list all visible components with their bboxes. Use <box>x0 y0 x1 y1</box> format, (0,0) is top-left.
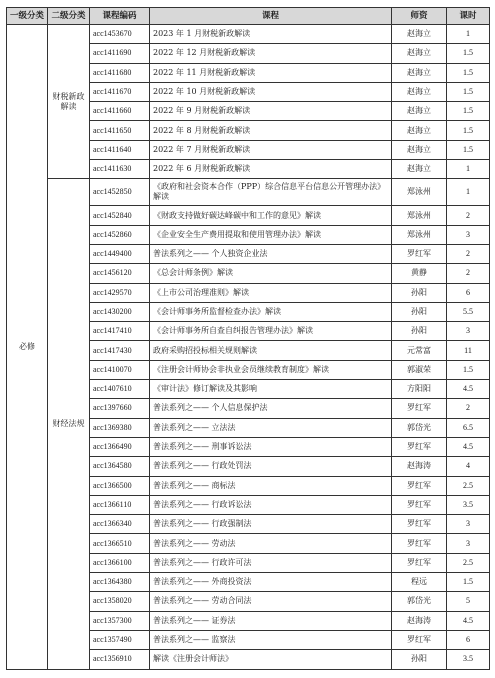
hours-cell: 1 <box>447 25 490 44</box>
teacher-cell: 赵海立 <box>392 63 447 82</box>
hours-cell: 6 <box>447 630 490 649</box>
course-code-cell: acc1453670 <box>90 25 150 44</box>
hours-cell: 2 <box>447 264 490 283</box>
teacher-cell: 罗红军 <box>392 399 447 418</box>
course-code-cell: acc1456120 <box>90 264 150 283</box>
course-code-cell: acc1357490 <box>90 630 150 649</box>
course-code-cell: acc1364580 <box>90 457 150 476</box>
teacher-cell: 罗红军 <box>392 476 447 495</box>
course-name-cell: 普法系列之—— 立法法 <box>150 418 392 437</box>
hours-cell: 2.5 <box>447 553 490 572</box>
teacher-cell: 赵海涛 <box>392 611 447 630</box>
teacher-cell: 郑泳州 <box>392 225 447 244</box>
course-name-cell: 2022 年 6 月财税新政解读 <box>150 160 392 179</box>
course-code-cell: acc1429570 <box>90 283 150 302</box>
header-hours: 课时 <box>447 8 490 25</box>
course-name-cell: 2022 年 11 月财税新政解读 <box>150 63 392 82</box>
course-code-cell: acc1452860 <box>90 225 150 244</box>
course-name-cell: 普法系列之—— 监察法 <box>150 630 392 649</box>
hours-cell: 2 <box>447 399 490 418</box>
teacher-cell: 罗红军 <box>392 534 447 553</box>
course-name-cell: 《上市公司治理准则》解读 <box>150 283 392 302</box>
table-row <box>7 179 490 206</box>
hours-cell: 1.5 <box>447 360 490 379</box>
hours-cell: 3 <box>447 225 490 244</box>
header-level1: 一级分类 <box>7 8 48 25</box>
course-code-cell: acc1366340 <box>90 515 150 534</box>
course-code-cell: acc1366100 <box>90 553 150 572</box>
hours-cell: 3 <box>447 322 490 341</box>
course-name-cell: 解读《注册会计师法》 <box>150 650 392 669</box>
course-name-cell: 《企业安全生产费用提取和使用管理办法》解读 <box>150 225 392 244</box>
header-teacher: 师资 <box>392 8 447 25</box>
course-code-cell: acc1366510 <box>90 534 150 553</box>
course-name-cell: 《会计师事务所自查自纠报告管理办法》解读 <box>150 322 392 341</box>
hours-cell: 2 <box>447 244 490 263</box>
hours-cell: 5.5 <box>447 302 490 321</box>
course-name-cell: 2022 年 12 月财税新政解读 <box>150 44 392 63</box>
teacher-cell: 黄静 <box>392 264 447 283</box>
course-code-cell: acc1417410 <box>90 322 150 341</box>
teacher-cell: 郭岱光 <box>392 592 447 611</box>
course-code-cell: acc1411670 <box>90 82 150 101</box>
teacher-cell: 赵海涛 <box>392 457 447 476</box>
course-name-cell: 普法系列之—— 证券法 <box>150 611 392 630</box>
teacher-cell: 郭岱光 <box>392 418 447 437</box>
teacher-cell: 程远 <box>392 573 447 592</box>
teacher-cell: 罗红军 <box>392 630 447 649</box>
header-row <box>7 8 490 25</box>
course-code-cell: acc1358020 <box>90 592 150 611</box>
course-code-cell: acc1411640 <box>90 140 150 159</box>
course-code-cell: acc1449400 <box>90 244 150 263</box>
hours-cell: 3 <box>447 534 490 553</box>
hours-cell: 1.5 <box>447 140 490 159</box>
course-name-cell: 《政府和社会资本合作（PPP）综合信息平台信息公开管理办法》解读 <box>150 179 392 206</box>
hours-cell: 3.5 <box>447 495 490 514</box>
table-row <box>7 25 490 44</box>
teacher-cell: 元常富 <box>392 341 447 360</box>
course-name-cell: 普法系列之—— 行政处罚法 <box>150 457 392 476</box>
course-name-cell: 2022 年 10 月财税新政解读 <box>150 82 392 101</box>
hours-cell: 1.5 <box>447 573 490 592</box>
hours-cell: 1.5 <box>447 44 490 63</box>
course-code-cell: acc1411660 <box>90 102 150 121</box>
teacher-cell: 郭淑荣 <box>392 360 447 379</box>
course-name-cell: 普法系列之—— 外商投资法 <box>150 573 392 592</box>
course-name-cell: 普法系列之—— 个人独资企业法 <box>150 244 392 263</box>
course-table <box>6 7 490 670</box>
course-name-cell: 普法系列之—— 行政诉讼法 <box>150 495 392 514</box>
teacher-cell: 郑泳州 <box>392 179 447 206</box>
teacher-cell: 赵海立 <box>392 82 447 101</box>
table-body <box>7 25 490 670</box>
course-name-cell: 2022 年 9 月财税新政解读 <box>150 102 392 121</box>
course-code-cell: acc1430200 <box>90 302 150 321</box>
level1-cell: 必修 <box>7 25 48 670</box>
hours-cell: 4.5 <box>447 611 490 630</box>
teacher-cell: 孙阳 <box>392 302 447 321</box>
course-name-cell: 《会计师事务所监督检查办法》解读 <box>150 302 392 321</box>
course-code-cell: acc1397660 <box>90 399 150 418</box>
course-name-cell: 2022 年 7 月财税新政解读 <box>150 140 392 159</box>
teacher-cell: 孙阳 <box>392 322 447 341</box>
teacher-cell: 方阳阳 <box>392 380 447 399</box>
course-code-cell: acc1411690 <box>90 44 150 63</box>
hours-cell: 3 <box>447 515 490 534</box>
course-name-cell: 普法系列之—— 行政强制法 <box>150 515 392 534</box>
course-name-cell: 2023 年 1 月财税新政解读 <box>150 25 392 44</box>
course-code-cell: acc1356910 <box>90 650 150 669</box>
hours-cell: 1.5 <box>447 102 490 121</box>
hours-cell: 1.5 <box>447 63 490 82</box>
teacher-cell: 赵海立 <box>392 140 447 159</box>
hours-cell: 6.5 <box>447 418 490 437</box>
course-name-cell: 普法系列之—— 个人信息保护法 <box>150 399 392 418</box>
hours-cell: 6 <box>447 283 490 302</box>
teacher-cell: 赵海立 <box>392 121 447 140</box>
course-name-cell: 普法系列之—— 行政许可法 <box>150 553 392 572</box>
course-code-cell: acc1411680 <box>90 63 150 82</box>
course-code-cell: acc1417430 <box>90 341 150 360</box>
course-code-cell: acc1452840 <box>90 206 150 225</box>
course-name-cell: 《审计法》修订解读及其影响 <box>150 380 392 399</box>
hours-cell: 1 <box>447 160 490 179</box>
hours-cell: 5 <box>447 592 490 611</box>
course-table-container <box>6 7 489 670</box>
teacher-cell: 赵海立 <box>392 160 447 179</box>
level2-cell: 财税新政解读 <box>48 25 90 179</box>
teacher-cell: 罗红军 <box>392 495 447 514</box>
hours-cell: 2.5 <box>447 476 490 495</box>
teacher-cell: 罗红军 <box>392 244 447 263</box>
teacher-cell: 赵海立 <box>392 102 447 121</box>
teacher-cell: 罗红军 <box>392 515 447 534</box>
teacher-cell: 赵海立 <box>392 44 447 63</box>
course-name-cell: 普法系列之—— 劳动法 <box>150 534 392 553</box>
teacher-cell: 郑泳州 <box>392 206 447 225</box>
course-name-cell: 普法系列之—— 刑事诉讼法 <box>150 437 392 456</box>
teacher-cell: 罗红军 <box>392 437 447 456</box>
teacher-cell: 罗红军 <box>392 553 447 572</box>
course-name-cell: 普法系列之—— 劳动合同法 <box>150 592 392 611</box>
course-name-cell: 《总会计师条例》解读 <box>150 264 392 283</box>
teacher-cell: 赵海立 <box>392 25 447 44</box>
course-name-cell: 《注册会计师协会非执业会员继续教育制度》解读 <box>150 360 392 379</box>
hours-cell: 4.5 <box>447 437 490 456</box>
header-code: 课程编码 <box>90 8 150 25</box>
level2-cell: 财经法规 <box>48 179 90 669</box>
hours-cell: 3.5 <box>447 650 490 669</box>
course-code-cell: acc1410070 <box>90 360 150 379</box>
course-code-cell: acc1411630 <box>90 160 150 179</box>
hours-cell: 11 <box>447 341 490 360</box>
course-code-cell: acc1364380 <box>90 573 150 592</box>
course-code-cell: acc1411650 <box>90 121 150 140</box>
course-code-cell: acc1366500 <box>90 476 150 495</box>
course-code-cell: acc1407610 <box>90 380 150 399</box>
course-code-cell: acc1366110 <box>90 495 150 514</box>
course-code-cell: acc1357300 <box>90 611 150 630</box>
course-code-cell: acc1369380 <box>90 418 150 437</box>
teacher-cell: 孙阳 <box>392 650 447 669</box>
course-name-cell: 2022 年 8 月财税新政解读 <box>150 121 392 140</box>
hours-cell: 4.5 <box>447 380 490 399</box>
course-code-cell: acc1452850 <box>90 179 150 206</box>
hours-cell: 4 <box>447 457 490 476</box>
course-name-cell: 政府采购招投标相关规则解读 <box>150 341 392 360</box>
teacher-cell: 孙阳 <box>392 283 447 302</box>
course-code-cell: acc1366490 <box>90 437 150 456</box>
header-level2: 二级分类 <box>48 8 90 25</box>
hours-cell: 1.5 <box>447 121 490 140</box>
course-name-cell: 《财政支持做好碳达峰碳中和工作的意见》解读 <box>150 206 392 225</box>
course-name-cell: 普法系列之—— 商标法 <box>150 476 392 495</box>
header-course: 课程 <box>150 8 392 25</box>
hours-cell: 2 <box>447 206 490 225</box>
hours-cell: 1 <box>447 179 490 206</box>
hours-cell: 1.5 <box>447 82 490 101</box>
